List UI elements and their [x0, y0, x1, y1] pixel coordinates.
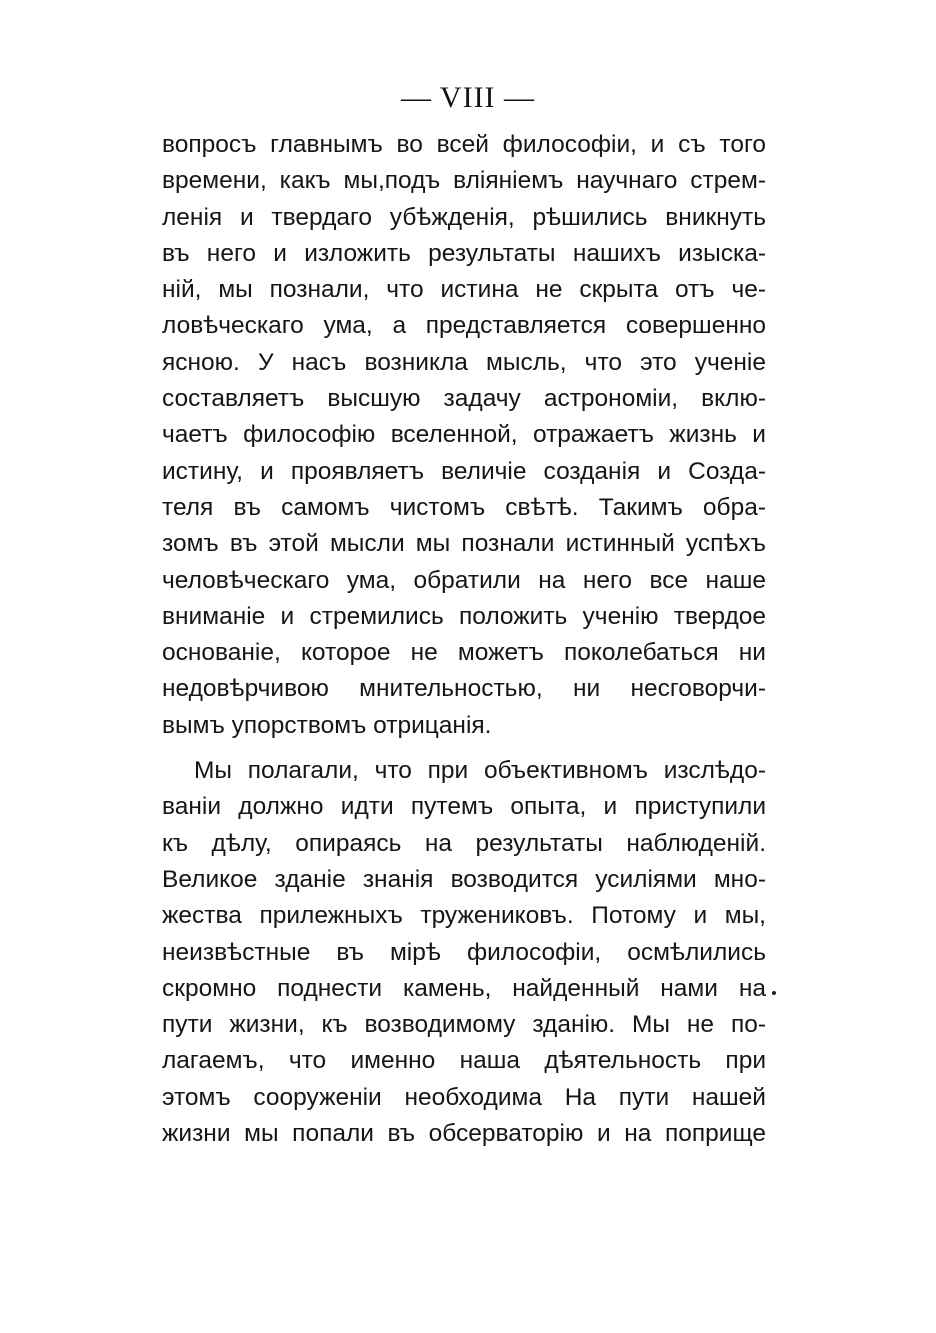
text-line: вымъ упорствомъ отрицанія. [162, 711, 492, 739]
text-line: основаніе, которое не можетъ поколебаться ни [162, 639, 766, 667]
text-line: ловѣческаго ума, а представляется совершенно [162, 312, 766, 340]
text-line: недовѣрчивою мнительностью, ни несговорчи- [162, 675, 766, 703]
text-line: ваніи должно идти путемъ опыта, и приступили [162, 793, 766, 821]
text-line: ясною. У насъ возникла мысль, что это ученіе [162, 348, 766, 376]
text-line: ній, мы познали, что истина не скрыта отъ че- [162, 276, 766, 304]
text-line: теля въ самомъ чистомъ свѣтѣ. Такимъ обра- [162, 493, 766, 521]
text-line: вопросъ главнымъ во всей философіи, и съ того [162, 131, 766, 158]
text-line: этомъ сооруженіи необходима На пути нашей [162, 1083, 766, 1111]
text-line: времени, какъ мы,подъ вліяніемъ научнаго стрем- [162, 167, 766, 195]
text-line: человѣческаго ума, обратили на него все наше [162, 566, 766, 594]
page-text [162, 127, 766, 1152]
text-line: Мы полагали, что при объективномъ изслѣдо- [194, 757, 766, 785]
text-line: Великое зданіе знанія возводится усиліями мно- [162, 865, 766, 893]
paragraph-1 [162, 127, 766, 744]
text-line: въ него и изложить результаты нашихъ изыска- [162, 239, 766, 267]
text-line: истину, и проявляетъ величіе созданія и Созда- [162, 457, 766, 485]
text-line: неизвѣстные въ мірѣ философіи, осмѣлились [162, 938, 766, 966]
text-line: къ дѣлу, опираясь на результаты наблюденій. [162, 829, 766, 857]
text-line: пути жизни, къ возводимому зданію. Мы не по- [162, 1011, 766, 1039]
paragraph-2 [162, 753, 766, 1152]
page-number: — VIII — [400, 81, 536, 114]
text-line: чаетъ философію вселенной, отражаетъ жизнь и [162, 421, 766, 449]
text-line: жизни мы попали въ обсерваторію и на поприще [162, 1120, 766, 1148]
text-line: ленія и твердаго убѣжденія, рѣшились вникнуть [162, 203, 766, 231]
text-line: скромно поднести камень, найденный нами на [162, 974, 766, 1002]
paragraph-gap [162, 744, 766, 753]
text-line: зомъ въ этой мысли мы познали истинный успѣхъ [162, 530, 766, 558]
text-line: составляетъ высшую задачу астрономіи, вклю- [162, 385, 766, 413]
ink-speck [772, 991, 776, 995]
text-line: вниманіе и стремились положить ученію твердое [162, 602, 766, 630]
text-line: лагаемъ, что именно наша дѣятельность при [162, 1047, 766, 1075]
text-line: жества прилежныхъ тружениковъ. Потому и мы, [162, 902, 766, 930]
